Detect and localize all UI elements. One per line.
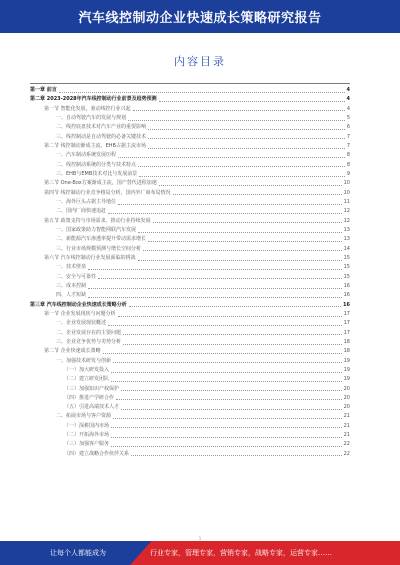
- toc-leader-dots: [148, 147, 345, 149]
- toc-entry[interactable]: [30, 217, 350, 226]
- toc-entry-label: 一、自动驾驶汽车的发展与规划: [56, 114, 127, 121]
- toc-entry-page: 17: [343, 310, 350, 317]
- toc-entry-label: 二、线控底盘技术对汽车产业的重要影响: [56, 124, 147, 131]
- toc-entry-page: 21: [343, 432, 350, 439]
- toc-entry[interactable]: [30, 95, 350, 104]
- toc-entry-page: 15: [343, 264, 350, 271]
- toc-leader-dots: [111, 371, 342, 373]
- toc-leader-dots: [111, 436, 342, 438]
- toc-entry-page: 5: [346, 114, 350, 121]
- toc-entry[interactable]: [30, 179, 350, 188]
- toc-leader-dots: [118, 315, 342, 317]
- toc-entry[interactable]: [30, 375, 350, 384]
- toc-entry-label: 二、安全与可靠性: [56, 273, 97, 280]
- toc-leader-dots: [121, 389, 342, 391]
- toc-entry-label: 第二节 企业快速成长策略: [44, 348, 101, 355]
- toc-entry[interactable]: [30, 86, 350, 95]
- toc-entry-page: 8: [346, 161, 350, 168]
- toc-entry[interactable]: [30, 263, 350, 272]
- toc-entry[interactable]: [30, 357, 350, 366]
- toc-entry-page: 19: [343, 366, 350, 373]
- toc-entry[interactable]: [30, 254, 350, 263]
- toc-leader-dots: [131, 454, 342, 456]
- toc-leader-dots: [98, 277, 342, 279]
- toc-leader-dots: [113, 417, 342, 419]
- toc-entry-page: 6: [346, 124, 350, 131]
- toc-entry-label: 三、成本控制: [56, 282, 87, 289]
- toc-entry-label: （二）开拓海外市场: [64, 432, 110, 439]
- toc-entry-label: 三、行业市场规模预测与增长空间分析: [56, 245, 142, 252]
- toc-leader-dots: [133, 109, 345, 111]
- toc-leader-dots: [88, 268, 342, 270]
- toc-entry-label: 第一节 智能化发展，驱动线控行业兴起: [44, 105, 131, 112]
- toc-entry[interactable]: [30, 207, 350, 216]
- toc-entry[interactable]: [30, 412, 350, 421]
- toc-entry[interactable]: [30, 347, 350, 356]
- footer-tagline: 行业专家，管理专家，营销专家，战略专家，运营专家……: [150, 549, 332, 557]
- toc-entry-label: （三）加强客户服务: [64, 441, 110, 448]
- toc-leader-dots: [118, 156, 345, 158]
- toc-entry[interactable]: [30, 282, 350, 291]
- toc-leader-dots: [108, 212, 342, 214]
- toc-entry[interactable]: [30, 273, 350, 282]
- toc-leader-dots: [159, 184, 342, 186]
- toc-leader-dots: [116, 398, 342, 400]
- toc-entry-page: 17: [343, 329, 350, 336]
- toc-entry[interactable]: [30, 366, 350, 375]
- toc-entry-page: 18: [343, 348, 350, 355]
- toc-leader-dots: [148, 240, 342, 242]
- toc-divider: [30, 83, 350, 84]
- toc-entry-label: 第三节 One-Box方案渐成主流，国产替代进程加速: [44, 180, 157, 187]
- toc-entry-page: 15: [343, 273, 350, 280]
- toc-entry[interactable]: [30, 189, 350, 198]
- toc-entry-label: 二、新能源汽车渗透率提升带动需求增长: [56, 236, 147, 243]
- toc-entry-page: 14: [343, 245, 350, 252]
- toc-leader-dots: [123, 333, 342, 335]
- toc-entry-label: 第二章 2023-2028年汽车线控制动行业前景及趋势预测: [30, 96, 157, 103]
- toc-leader-dots: [138, 259, 342, 261]
- toc-entry-page: 10: [343, 180, 350, 187]
- toc-entry-label: 一、汽车制动系统发展历程: [56, 152, 117, 159]
- toc-entry-page: 16: [343, 292, 350, 299]
- toc-entry[interactable]: [30, 114, 350, 123]
- toc-entry-page: 13: [343, 226, 350, 233]
- toc-leader-dots: [121, 408, 342, 410]
- toc-entry-label: 一、技术壁垒: [56, 264, 87, 271]
- toc-entry-label: 第四节 线控制动行业竞争格局分析，国内外厂商布局情况: [44, 189, 171, 196]
- toc-entry[interactable]: [30, 301, 350, 310]
- toc-entry-label: （四）推进产学研合作: [64, 394, 115, 401]
- toc-leader-dots: [88, 296, 342, 298]
- toc-entry-page: 7: [346, 142, 350, 149]
- toc-entry-label: 第一节 企业发展现状与问题分析: [44, 310, 116, 317]
- toc-entry-page: 11: [343, 198, 350, 205]
- toc-entry-page: 12: [343, 217, 350, 224]
- toc-entry-label: 一、加强技术研发与创新: [56, 357, 112, 364]
- toc-leader-dots: [129, 305, 341, 307]
- toc-entry-page: 19: [343, 376, 350, 383]
- toc-leader-dots: [128, 119, 345, 121]
- toc-entry-label: 二、国内厂商快速追赶: [56, 208, 107, 215]
- toc-leader-dots: [138, 231, 342, 233]
- toc-entry-page: 4: [346, 87, 350, 93]
- toc-leader-dots: [108, 324, 342, 326]
- toc-leader-dots: [159, 100, 345, 102]
- toc-entry[interactable]: [30, 105, 350, 114]
- toc-entry-label: 第一章 前言: [30, 87, 57, 93]
- toc-entry-label: 一、企业发展现状概述: [56, 320, 107, 327]
- toc-leader-dots: [143, 249, 342, 251]
- toc-entry-page: 21: [343, 422, 350, 429]
- toc-entry[interactable]: [30, 151, 350, 160]
- toc-entry[interactable]: [30, 235, 350, 244]
- toc-entry-label: 三、企业竞争优势与劣势分析: [56, 338, 122, 345]
- toc-leader-dots: [103, 352, 342, 354]
- toc-entry[interactable]: [30, 422, 350, 431]
- toc-entry-page: 12: [343, 208, 350, 215]
- toc-entry[interactable]: [30, 291, 350, 300]
- toc-entry-page: 20: [343, 385, 350, 392]
- report-header: [0, 0, 400, 33]
- toc-entry-page: 15: [343, 254, 350, 261]
- toc-entry-page: 8: [346, 152, 350, 159]
- toc-entry-page: 17: [343, 320, 350, 327]
- toc-leader-dots: [148, 137, 345, 139]
- toc-entry[interactable]: [30, 431, 350, 440]
- toc-entry-label: 三、线控制动是自动驾驶的必备关键技术: [56, 133, 147, 140]
- toc-entry[interactable]: [30, 226, 350, 235]
- toc-entry-label: （一）加大研发投入: [64, 366, 110, 373]
- toc-entry-page: 7: [346, 133, 350, 140]
- toc-entry-label: （一）深耕国内市场: [64, 422, 110, 429]
- toc-leader-dots: [148, 128, 345, 130]
- toc-entry-page: 22: [343, 450, 350, 457]
- toc-entry-page: 20: [343, 394, 350, 401]
- toc-entry[interactable]: [30, 403, 350, 412]
- toc-leader-dots: [153, 221, 342, 223]
- toc-entry[interactable]: [30, 142, 350, 151]
- toc-leader-dots: [59, 91, 345, 93]
- toc-leader-dots: [111, 380, 342, 382]
- toc-entry-label: 第五节 政策支持与市场需求，推动行业持续发展: [44, 217, 151, 224]
- toc-entry-page: 20: [343, 404, 350, 411]
- toc-entry-page: 4: [346, 105, 350, 112]
- toc-leader-dots: [173, 193, 342, 195]
- toc-entry-page: 13: [343, 236, 350, 243]
- toc-entry-page: 18: [343, 338, 350, 345]
- toc-entry-page: 16: [343, 282, 350, 289]
- toc-entry[interactable]: [30, 394, 350, 403]
- toc-leader-dots: [139, 175, 345, 177]
- toc-entry[interactable]: [30, 198, 350, 207]
- toc-leader-dots: [123, 343, 342, 345]
- toc-entry-label: （三）加强知识产权保护: [64, 385, 120, 392]
- toc-entry-label: 四、人才短缺: [56, 292, 87, 299]
- page-number: 1: [198, 536, 202, 541]
- footer-banner: [0, 541, 400, 565]
- toc-entry-label: 第三章 汽车线控制动企业快速成长策略分析: [30, 301, 127, 308]
- toc-entry[interactable]: [30, 319, 350, 328]
- toc-entry[interactable]: [30, 245, 350, 254]
- table-of-contents: [30, 86, 350, 459]
- toc-entry[interactable]: [30, 123, 350, 132]
- toc-entry[interactable]: [30, 161, 350, 170]
- toc-heading: 内容目录: [174, 55, 226, 68]
- toc-entry-label: 二、线控制动系统的分类与技术特点: [56, 161, 137, 168]
- toc-entry-page: 9: [346, 170, 350, 177]
- toc-entry-label: （二）建立研发团队: [64, 376, 110, 383]
- toc-entry[interactable]: [30, 450, 350, 459]
- report-title: 汽车线控制动企业快速成长策略研究报告: [78, 11, 322, 26]
- toc-entry-label: 一、海外巨头占据主导地位: [56, 198, 117, 205]
- toc-entry[interactable]: [30, 310, 350, 319]
- toc-entry-page: 21: [343, 413, 350, 420]
- toc-entry[interactable]: [30, 133, 350, 142]
- toc-entry[interactable]: [30, 385, 350, 394]
- toc-leader-dots: [111, 426, 342, 428]
- toc-entry-label: （五）引进高端技术人才: [64, 404, 120, 411]
- toc-entry[interactable]: [30, 170, 350, 179]
- toc-leader-dots: [138, 165, 345, 167]
- toc-entry-label: 一、国家政策助力智能网联汽车发展: [56, 226, 137, 233]
- toc-entry[interactable]: [30, 329, 350, 338]
- toc-leader-dots: [88, 287, 342, 289]
- toc-entry-label: 三、EHB与EMB技术对比与发展前景: [56, 170, 138, 177]
- toc-entry-label: 第二节 线控制动渐成主流，EHB占据主流市场: [44, 142, 146, 149]
- footer-slogan: 让每个人都能成为: [50, 549, 106, 557]
- toc-entry-page: 4: [346, 96, 350, 103]
- toc-leader-dots: [111, 445, 342, 447]
- toc-entry-label: 二、拓展市场与客户资源: [56, 413, 112, 420]
- toc-entry-label: 第六节 汽车线控制动行业发展面临的挑战: [44, 254, 136, 261]
- toc-leader-dots: [118, 203, 342, 205]
- toc-entry-page: 10: [343, 189, 350, 196]
- toc-entry-page: 22: [343, 441, 350, 448]
- toc-entry-label: （四）建立战略合作伙伴关系: [64, 450, 130, 457]
- toc-entry-page: 16: [343, 301, 350, 308]
- toc-entry-page: 19: [343, 357, 350, 364]
- toc-entry[interactable]: [30, 338, 350, 347]
- toc-entry[interactable]: [30, 440, 350, 449]
- toc-entry-label: 二、企业发展存在的主要问题: [56, 329, 122, 336]
- toc-leader-dots: [113, 361, 342, 363]
